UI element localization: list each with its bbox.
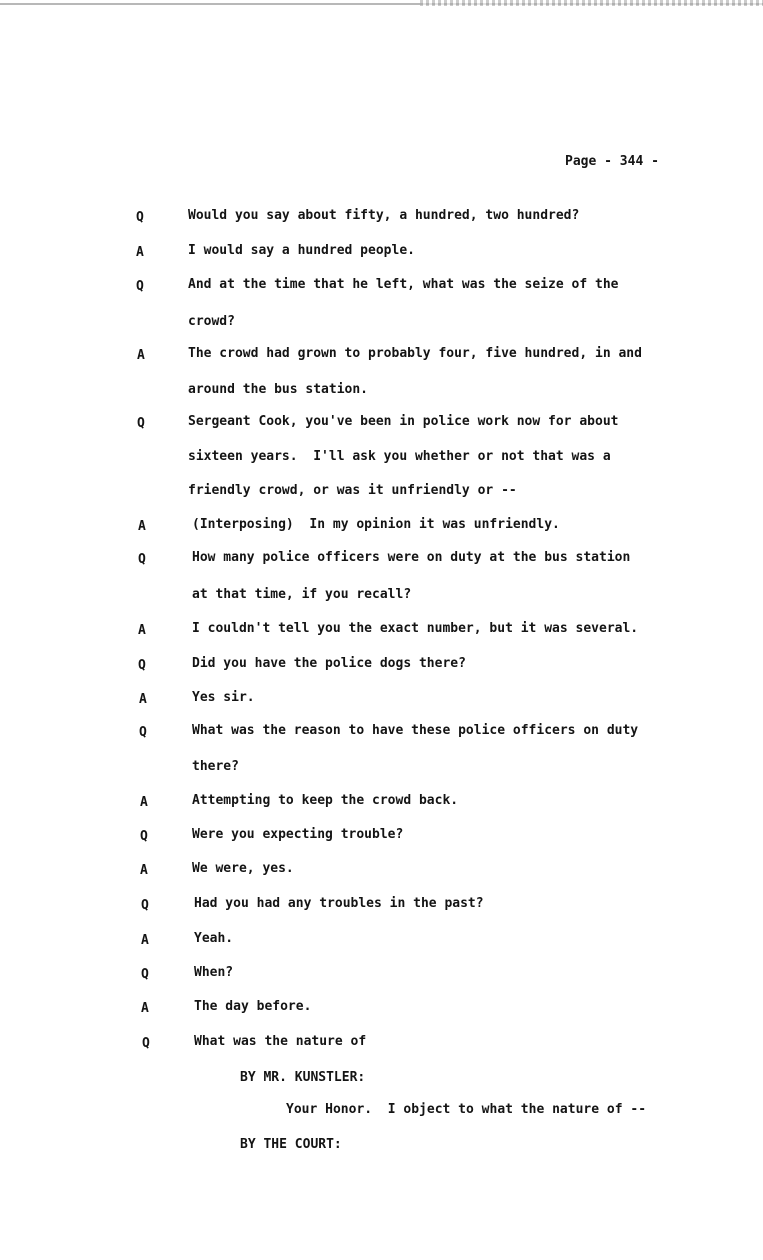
speaker-label: A: [140, 795, 148, 810]
speaker-label: A: [138, 623, 146, 638]
transcript-line: around the bus station.: [188, 382, 369, 397]
transcript-line: there?: [192, 759, 239, 774]
transcript-line: Attempting to keep the crowd back.: [192, 793, 459, 808]
speaker-label: Q: [141, 967, 149, 982]
speaker-label: A: [136, 245, 144, 260]
transcript-line: How many police officers were on duty at the bus station: [192, 550, 631, 565]
transcript-line: Had you had any troubles in the past?: [194, 896, 484, 911]
speaker-label: A: [141, 933, 149, 948]
speaker-label: Q: [136, 210, 144, 225]
transcript-line: What was the nature of: [194, 1034, 367, 1049]
transcript-line: Yeah.: [194, 931, 234, 946]
transcript-line: And at the time that he left, what was the seize of the: [188, 277, 619, 292]
transcript-line: I couldn't tell you the exact number, but it was several.: [192, 621, 639, 636]
kunstler-statement: Your Honor. I object to what the nature of --: [286, 1102, 647, 1117]
speaker-label: Q: [141, 898, 149, 913]
speaker-heading-court: BY THE COURT:: [240, 1137, 342, 1152]
transcript-line: (Interposing) In my opinion it was unfriendly.: [192, 517, 560, 532]
scan-edge-noise: [420, 0, 763, 6]
speaker-label: A: [137, 348, 145, 363]
transcript-line: Would you say about fifty, a hundred, two hundred?: [188, 208, 580, 223]
speaker-label: Q: [140, 829, 148, 844]
transcript-line: Were you expecting trouble?: [192, 827, 404, 842]
transcript-line: crowd?: [188, 314, 235, 329]
speaker-label: Q: [139, 725, 147, 740]
speaker-label: Q: [142, 1036, 150, 1051]
speaker-label: Q: [137, 416, 145, 431]
speaker-label: A: [139, 692, 147, 707]
transcript-line: friendly crowd, or was it unfriendly or --: [188, 483, 517, 498]
transcript-line: sixteen years. I'll ask you whether or not that was a: [188, 449, 611, 464]
transcript-line: The crowd had grown to probably four, five hundred, in and: [188, 346, 642, 361]
transcript-line: When?: [194, 965, 234, 980]
speaker-label: Q: [138, 552, 146, 567]
speaker-heading-kunstler: BY MR. KUNSTLER:: [240, 1070, 366, 1085]
transcript-line: We were, yes.: [192, 861, 294, 876]
transcript-line: I would say a hundred people.: [188, 243, 415, 258]
speaker-label: Q: [136, 279, 144, 294]
transcript-line: The day before.: [194, 999, 312, 1014]
transcript-line: What was the reason to have these police officers on duty: [192, 723, 639, 738]
transcript-line: at that time, if you recall?: [192, 587, 412, 602]
transcript-line: Did you have the police dogs there?: [192, 656, 466, 671]
speaker-label: A: [138, 519, 146, 534]
speaker-label: A: [140, 863, 148, 878]
speaker-label: Q: [138, 658, 146, 673]
transcript-line: Yes sir.: [192, 690, 255, 705]
transcript-line: Sergeant Cook, you've been in police work now for about: [188, 414, 619, 429]
page-number: Page - 344 -: [565, 154, 659, 169]
speaker-label: A: [141, 1001, 149, 1016]
